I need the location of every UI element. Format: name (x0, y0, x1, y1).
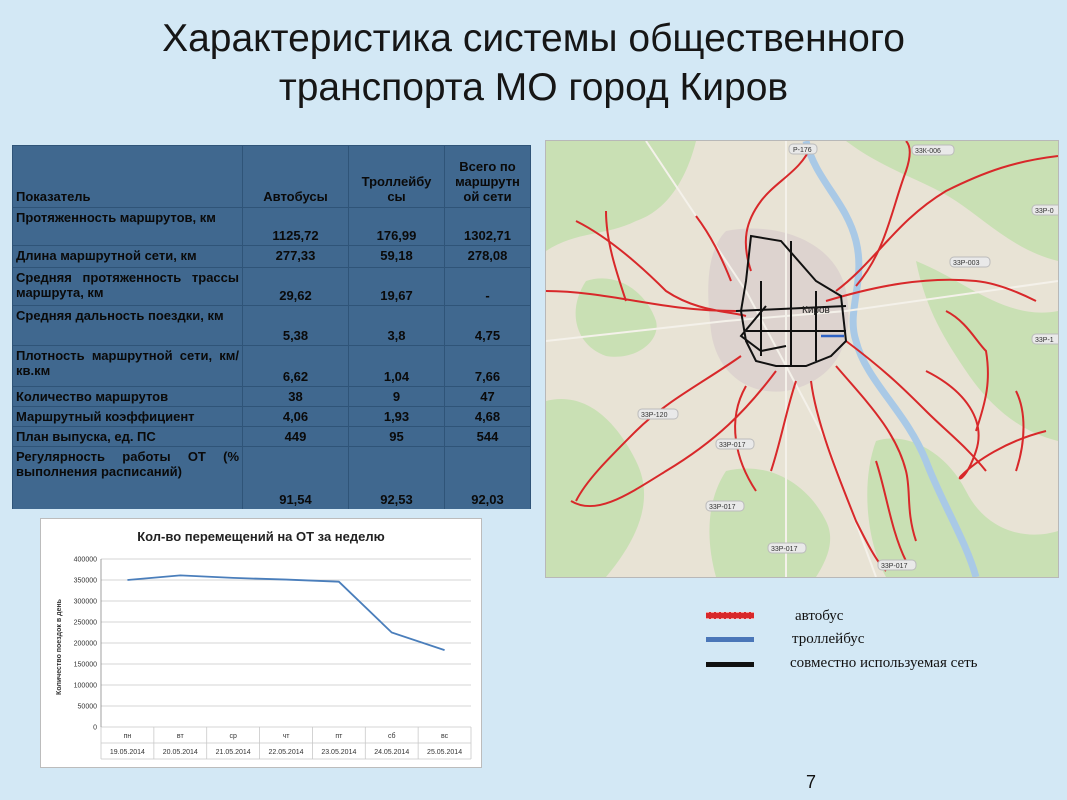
cell-trolley: 176,99 (349, 208, 445, 246)
legend-label-trolley: троллейбус (792, 631, 865, 647)
trips-chart (40, 518, 482, 768)
cell-trolley: 3,8 (349, 306, 445, 346)
header-total: Всего по маршрутн ой сети (445, 146, 531, 208)
x-date-label: 22.05.2014 (268, 749, 304, 756)
x-tick-label: вс (441, 733, 449, 740)
chart-title: Кол-во перемещений на ОТ за неделю (137, 529, 385, 544)
page-number: 7 (806, 772, 817, 792)
legend-item-trolley (706, 631, 1046, 651)
row-label: Средняя дальность поездки, км (13, 306, 243, 346)
row-label: Длина маршрутной сети, км (13, 246, 243, 268)
row-label: Количество маршрутов (13, 387, 243, 407)
legend-label-bus: автобус (795, 608, 844, 624)
y-tick-label: 50000 (77, 703, 97, 711)
cell-bus: 29,62 (243, 268, 349, 306)
cell-trolley: 1,04 (349, 346, 445, 387)
header-indicator: Показатель (13, 146, 243, 208)
map-road-label: 33Р-017 (881, 563, 908, 570)
title-line-1: Характеристика системы общественного (162, 17, 905, 60)
cell-trolley: 92,53 (349, 447, 445, 509)
trips-chart-svg (41, 519, 481, 767)
x-tick-label: пт (335, 733, 343, 740)
cell-bus: 6,62 (243, 346, 349, 387)
y-tick-label: 250000 (73, 619, 97, 627)
row-label: Протяженность маршрутов, км (13, 208, 243, 246)
cell-bus: 277,33 (243, 246, 349, 268)
cell-trolley: 9 (349, 387, 445, 407)
table-row (13, 447, 531, 509)
map-road-label: 33Р-120 (641, 412, 668, 419)
cell-bus: 4,06 (243, 407, 349, 427)
series-line (127, 575, 444, 650)
header-trolley: Троллейбу сы (349, 146, 445, 208)
x-tick-label: пн (123, 733, 132, 740)
legend-swatch-bus (706, 612, 754, 619)
map-road-label: 33Р-017 (771, 546, 798, 553)
cell-bus: 38 (243, 387, 349, 407)
map-road-label: 33Р-017 (719, 442, 746, 449)
legend-swatch-trolley (706, 637, 754, 642)
x-tick-label: вт (176, 733, 184, 740)
map-city-label: Киров (802, 305, 830, 316)
table-row (13, 407, 531, 427)
cell-total: 92,03 (445, 447, 531, 509)
legend-swatch-shared (706, 662, 754, 667)
row-label: Плотность маршрутной сети, км/кв.км (13, 346, 243, 387)
map-road-label: 33К-006 (915, 148, 941, 155)
cell-trolley: 95 (349, 427, 445, 447)
cell-total: 1302,71 (445, 208, 531, 246)
table-row (13, 268, 531, 306)
cell-trolley: 59,18 (349, 246, 445, 268)
cell-bus: 1125,72 (243, 208, 349, 246)
x-date-label: 23.05.2014 (321, 749, 357, 756)
chart-grid (101, 559, 471, 759)
cell-total: - (445, 268, 531, 306)
cell-total: 278,08 (445, 246, 531, 268)
table-header-row (13, 146, 531, 208)
table-row (13, 246, 531, 268)
route-map (545, 140, 1059, 578)
x-date-label: 25.05.2014 (427, 749, 463, 756)
cell-trolley: 1,93 (349, 407, 445, 427)
chart-series (127, 575, 444, 650)
row-label: Маршрутный коэффициент (13, 407, 243, 427)
x-date-label: 19.05.2014 (109, 749, 145, 756)
cell-total: 47 (445, 387, 531, 407)
legend-item-shared (706, 655, 1046, 675)
map-road-label: 33Р-003 (953, 260, 980, 267)
map-road-label: 33Р-1 (1035, 337, 1054, 344)
x-date-label: 24.05.2014 (374, 749, 410, 756)
y-tick-label: 400000 (73, 556, 97, 564)
y-tick-label: 150000 (73, 661, 97, 669)
x-date-label: 20.05.2014 (162, 749, 198, 756)
cell-bus: 449 (243, 427, 349, 447)
map-road-label: Р-176 (793, 147, 812, 154)
title-line-2: транспорта МО город Киров (278, 66, 789, 109)
y-tick-label: 100000 (73, 682, 97, 690)
cell-bus: 91,54 (243, 447, 349, 509)
table-row (13, 346, 531, 387)
table-row (13, 387, 531, 407)
y-tick-label: 350000 (73, 577, 97, 585)
chart-y-axis-label: Количество поездок в день (56, 599, 63, 695)
cell-total: 4,68 (445, 407, 531, 427)
map-road-label: 33Р-017 (709, 504, 736, 511)
route-map-svg (546, 141, 1058, 577)
cell-trolley: 19,67 (349, 268, 445, 306)
transport-stats-table (12, 145, 531, 509)
row-label: План выпуска, ед. ПС (13, 427, 243, 447)
cell-total: 4,75 (445, 306, 531, 346)
y-tick-label: 300000 (73, 598, 97, 606)
y-tick-label: 0 (93, 724, 97, 732)
slide-title (0, 14, 1067, 112)
row-label: Регулярность работы ОТ (% выполнения расписаний) (13, 447, 243, 509)
x-date-label: 21.05.2014 (215, 749, 251, 756)
cell-bus: 5,38 (243, 306, 349, 346)
cell-total: 7,66 (445, 346, 531, 387)
map-road-label: 33Р-0 (1035, 208, 1054, 215)
legend-item-bus (706, 608, 1046, 628)
cell-total: 544 (445, 427, 531, 447)
table-row (13, 208, 531, 246)
row-label: Средняя протяженность трассы маршрута, км (13, 268, 243, 306)
table-row (13, 427, 531, 447)
table-row (13, 306, 531, 346)
chart-x-ticks (110, 732, 462, 756)
y-tick-label: 200000 (73, 640, 97, 648)
header-bus: Автобусы (243, 146, 349, 208)
x-tick-label: сб (387, 733, 396, 740)
x-tick-label: ср (229, 733, 237, 740)
legend-label-shared: совместно используемая сеть (790, 655, 978, 671)
x-tick-label: чт (282, 733, 290, 740)
chart-y-ticks (74, 557, 97, 732)
